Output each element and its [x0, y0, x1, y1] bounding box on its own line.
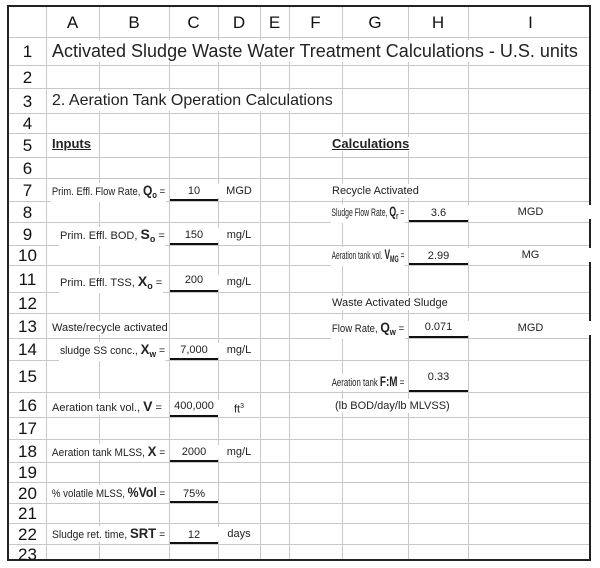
- row-gridline: [9, 462, 589, 463]
- row-header-3[interactable]: 3: [22, 91, 33, 111]
- label-cell[interactable]: [331, 204, 405, 223]
- column-header-H[interactable]: H: [431, 13, 445, 32]
- symbol: X: [137, 273, 148, 289]
- equals: =: [157, 186, 166, 198]
- unit-cell[interactable]: MGD: [218, 184, 260, 198]
- row-header-9[interactable]: 9: [22, 224, 33, 244]
- label-text: Prim. Effl. BOD,: [60, 230, 141, 242]
- calculated-value-cell[interactable]: 3.6: [409, 204, 468, 222]
- label-cell[interactable]: [51, 444, 166, 460]
- row-gridline: [9, 313, 589, 314]
- unit-cell[interactable]: MGD: [468, 321, 593, 335]
- row-gridline: [9, 338, 589, 339]
- label-text: Aeration tank MLSS,: [51, 447, 148, 459]
- row-gridline: [9, 37, 589, 38]
- title-cell[interactable]: Activated Sludge Waste Water Treatment Calculations - U.S. units: [52, 41, 578, 61]
- label-text: Aeration tank vol.,: [52, 402, 144, 414]
- equals: =: [156, 345, 166, 357]
- symbol: Q: [380, 319, 390, 335]
- label-cell[interactable]: [51, 485, 166, 501]
- symbol-subscript: w: [149, 349, 157, 360]
- column-gridline: [46, 7, 47, 559]
- label-cell[interactable]: [59, 227, 166, 246]
- row-gridline: [9, 482, 589, 483]
- symbol: V: [143, 398, 153, 414]
- row-header-10[interactable]: 10: [18, 246, 37, 265]
- label-text: Prim. Effl. TSS,: [60, 277, 138, 289]
- row-header-6[interactable]: 6: [22, 158, 33, 178]
- input-value-cell[interactable]: 400,000: [170, 395, 218, 417]
- equals: =: [156, 529, 166, 541]
- equals: =: [398, 250, 405, 262]
- label-cell[interactable]: Waste Activated Sludge: [332, 297, 448, 309]
- label-cell[interactable]: [51, 183, 166, 202]
- column-header-C[interactable]: C: [187, 13, 200, 32]
- row-header-19[interactable]: 19: [18, 463, 37, 482]
- column-header-E[interactable]: E: [268, 13, 281, 32]
- input-value-cell[interactable]: 150: [170, 225, 218, 245]
- row-header-7[interactable]: 7: [22, 180, 33, 200]
- label-cell[interactable]: [331, 247, 405, 266]
- label-cell[interactable]: Recycle Activated: [332, 185, 419, 197]
- equals: =: [397, 377, 405, 389]
- equals: =: [155, 230, 165, 242]
- row-gridline: [9, 503, 589, 504]
- column-header-I[interactable]: I: [528, 13, 533, 32]
- label-cell[interactable]: [59, 274, 163, 293]
- label-cell[interactable]: Waste/recycle activated: [52, 322, 168, 334]
- column-header-G[interactable]: G: [368, 13, 382, 32]
- row-header-12[interactable]: 12: [18, 293, 37, 313]
- label-text: sludge SS conc.,: [59, 345, 141, 357]
- column-gridline: [468, 7, 469, 559]
- units-note[interactable]: (lb BOD/day/lb MLVSS): [335, 400, 450, 412]
- row-header-1[interactable]: 1: [22, 42, 33, 61]
- symbol: Q: [142, 182, 153, 198]
- calculations-header[interactable]: Calculations: [332, 136, 410, 151]
- symbol: F:M: [379, 373, 398, 389]
- column-gridline: [408, 7, 409, 559]
- label-cell[interactable]: [331, 374, 405, 390]
- symbol: %Vol: [127, 484, 157, 500]
- symbol: X: [140, 341, 150, 357]
- equals: =: [395, 323, 405, 335]
- equals: =: [156, 447, 166, 459]
- row-gridline: [9, 544, 589, 545]
- label-cell[interactable]: [59, 342, 166, 361]
- calculated-value-cell[interactable]: 0.071: [409, 316, 468, 338]
- input-value-cell[interactable]: 75%: [170, 485, 218, 503]
- row-header-5[interactable]: 5: [22, 136, 33, 155]
- input-value-cell[interactable]: 200: [170, 268, 218, 292]
- input-value-cell[interactable]: 2000: [170, 442, 218, 462]
- label-text: Sludge Flow Rate,: [331, 207, 390, 219]
- symbol-subscript: o: [149, 234, 156, 245]
- symbol: SRT: [129, 525, 157, 541]
- unit-superscript: 3: [240, 403, 245, 410]
- symbol-subscript: r: [396, 211, 399, 222]
- input-value-cell[interactable]: 12: [170, 526, 218, 544]
- label-cell[interactable]: [51, 526, 166, 542]
- column-header-B[interactable]: B: [128, 13, 140, 32]
- row-header-4[interactable]: 4: [22, 114, 33, 133]
- unit-cell[interactable]: MGD: [468, 205, 593, 219]
- unit-cell[interactable]: mg/L: [218, 228, 260, 242]
- row-header-15[interactable]: 15: [18, 367, 37, 386]
- symbol-subscript: w: [389, 327, 396, 338]
- column-header-F[interactable]: F: [310, 13, 321, 32]
- row-gridline: [9, 178, 589, 179]
- column-gridline: [260, 7, 261, 559]
- row-header-18[interactable]: 18: [18, 441, 37, 461]
- column-header-D[interactable]: D: [232, 13, 246, 32]
- input-value-cell[interactable]: 10: [170, 181, 218, 201]
- calculated-value-cell[interactable]: 2.99: [409, 248, 468, 265]
- row-header-2[interactable]: 2: [22, 67, 33, 87]
- row-header-23[interactable]: 23: [18, 544, 37, 564]
- symbol-subscript: o: [152, 190, 158, 201]
- unit-cell[interactable]: MG: [468, 248, 593, 262]
- row-header-13[interactable]: 13: [18, 316, 37, 336]
- symbol-subscript: o: [147, 281, 153, 292]
- equals: =: [156, 488, 166, 500]
- row-gridline: [9, 265, 589, 266]
- row-gridline: [9, 417, 589, 418]
- label-text: Flow Rate,: [331, 323, 381, 335]
- row-header-16[interactable]: 16: [18, 395, 37, 415]
- row-gridline: [9, 113, 589, 114]
- row-header-17[interactable]: 17: [18, 419, 37, 438]
- label-cell[interactable]: [331, 320, 405, 339]
- symbol: Q: [389, 203, 397, 219]
- symbol: S: [140, 226, 150, 242]
- calculated-value-cell[interactable]: 0.33: [409, 363, 468, 392]
- unit-cell[interactable]: mg/L: [218, 445, 260, 459]
- row-gridline: [9, 88, 589, 89]
- symbol-subscript: MG: [390, 254, 399, 265]
- row-header-11[interactable]: 11: [18, 269, 37, 289]
- row-header-8[interactable]: 8: [22, 202, 33, 222]
- row-header-22[interactable]: 22: [18, 524, 37, 544]
- row-gridline: [9, 65, 589, 66]
- unit-cell[interactable]: mg/L: [218, 343, 260, 357]
- inputs-header[interactable]: Inputs: [52, 136, 91, 151]
- label-text: Aeration tank vol.: [331, 250, 385, 262]
- label-text: Prim. Effl. Flow Rate,: [51, 186, 143, 198]
- label-text: Aeration tank: [331, 377, 380, 389]
- subtitle-cell[interactable]: 2. Aeration Tank Operation Calculations: [52, 92, 333, 109]
- row-gridline: [9, 222, 589, 223]
- equals: =: [152, 277, 163, 289]
- unit-cell[interactable]: $ft^3$: [218, 400, 260, 417]
- input-value-cell[interactable]: 7,000: [170, 341, 218, 360]
- column-gridline: [342, 7, 343, 559]
- row-header-14[interactable]: 14: [18, 340, 37, 359]
- symbol: V: [384, 246, 391, 262]
- equals: =: [152, 402, 162, 414]
- row-header-20[interactable]: 20: [18, 483, 37, 503]
- symbol: X: [147, 443, 157, 459]
- unit-cell[interactable]: mg/L: [218, 275, 260, 289]
- label-text: Sludge ret. time,: [51, 529, 130, 541]
- unit-cell[interactable]: days: [218, 527, 260, 541]
- label-cell[interactable]: [51, 399, 163, 415]
- column-header-A[interactable]: A: [66, 13, 79, 32]
- equals: =: [398, 207, 405, 219]
- column-gridline: [289, 7, 290, 559]
- label-text: % volatile MLSS,: [51, 488, 128, 500]
- row-gridline: [9, 392, 589, 393]
- row-gridline: [9, 439, 589, 440]
- row-gridline: [9, 523, 589, 524]
- row-header-21[interactable]: 21: [18, 504, 37, 523]
- row-gridline: [9, 157, 589, 158]
- row-gridline: [9, 133, 589, 134]
